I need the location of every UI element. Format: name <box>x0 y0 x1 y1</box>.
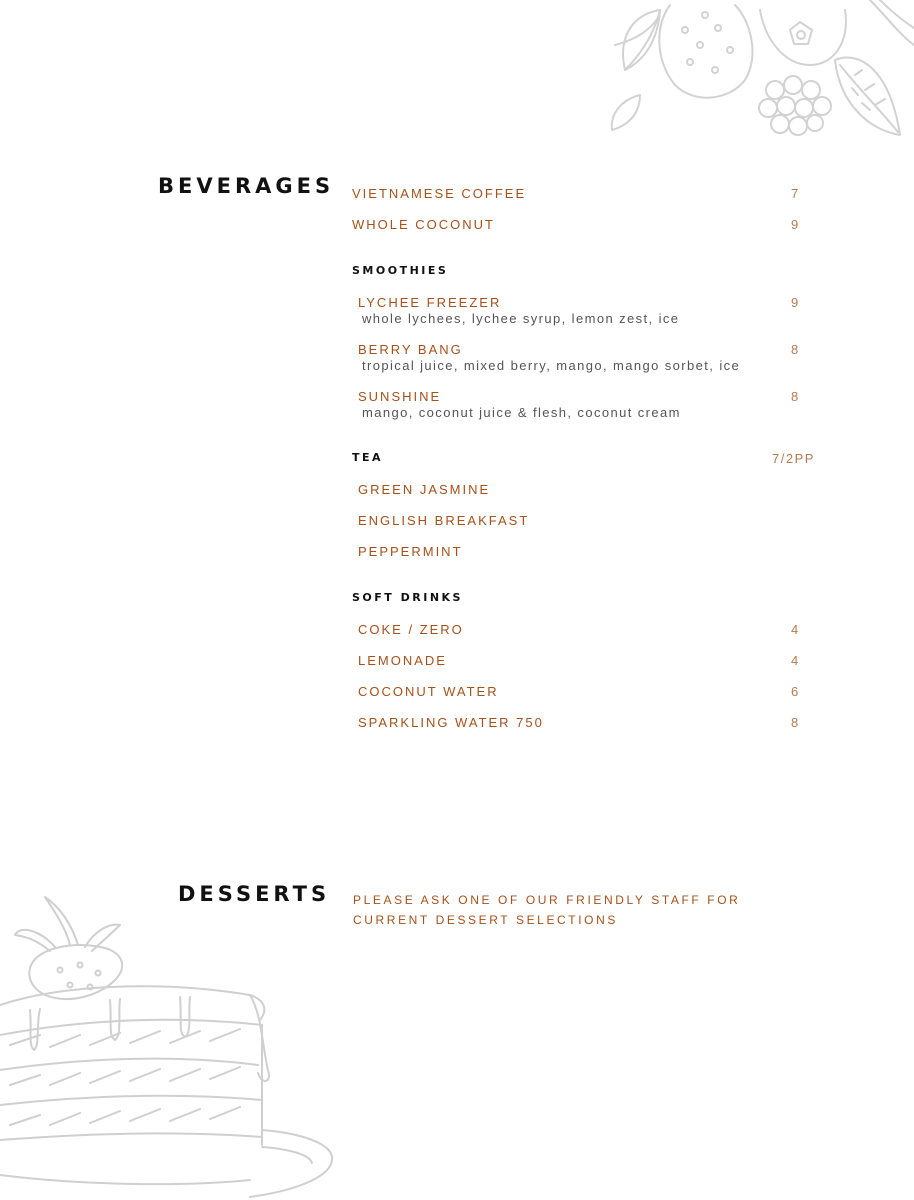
menu-item-price: 9 <box>791 217 800 232</box>
menu-item-name: COKE / ZERO <box>358 622 464 637</box>
tea-price: 7/2PP <box>772 451 815 466</box>
menu-item-price: 8 <box>791 715 800 730</box>
desserts-title: DESSERTS <box>178 882 331 906</box>
menu-item-price: 8 <box>791 342 800 357</box>
menu-item-name: SPARKLING WATER 750 <box>358 715 544 730</box>
tea-heading: TEA <box>352 451 384 464</box>
menu-item-name: BERRY BANG <box>358 342 463 357</box>
menu-item-name: WHOLE COCONUT <box>352 217 495 232</box>
menu-item-name: LEMONADE <box>358 653 447 668</box>
berries-sketch-illustration <box>600 0 914 145</box>
menu-item-description: tropical juice, mixed berry, mango, mango sorbet, ice <box>362 358 741 373</box>
menu-item-name: VIETNAMESE COFFEE <box>352 186 527 201</box>
beverages-title: BEVERAGES <box>158 174 335 198</box>
menu-item-price: 9 <box>791 295 800 310</box>
menu-item-name: PEPPERMINT <box>358 544 463 559</box>
menu-item-name: SUNSHINE <box>358 389 442 404</box>
menu-item-name: LYCHEE FREEZER <box>358 295 502 310</box>
menu-item-price: 6 <box>791 684 800 699</box>
desserts-note-line-1: PLEASE ASK ONE OF OUR FRIENDLY STAFF FOR <box>353 893 741 907</box>
menu-item-price: 4 <box>791 622 800 637</box>
menu-item-price: 8 <box>791 389 800 404</box>
menu-item-description: mango, coconut juice & flesh, coconut cream <box>362 405 681 420</box>
menu-item-price: 4 <box>791 653 800 668</box>
menu-item-name: COCONUT WATER <box>358 684 499 699</box>
menu-item-name: GREEN JASMINE <box>358 482 491 497</box>
desserts-note <box>353 890 740 930</box>
menu-item-description: whole lychees, lychee syrup, lemon zest, ice <box>362 311 680 326</box>
cake-sketch-illustration <box>0 885 340 1200</box>
soft-drinks-heading: SOFT DRINKS <box>352 591 463 604</box>
menu-item-price: 7 <box>791 186 800 201</box>
menu-item-name: ENGLISH BREAKFAST <box>358 513 530 528</box>
desserts-note-line-2: CURRENT DESSERT SELECTIONS <box>353 913 618 927</box>
smoothies-heading: SMOOTHIES <box>352 264 449 277</box>
